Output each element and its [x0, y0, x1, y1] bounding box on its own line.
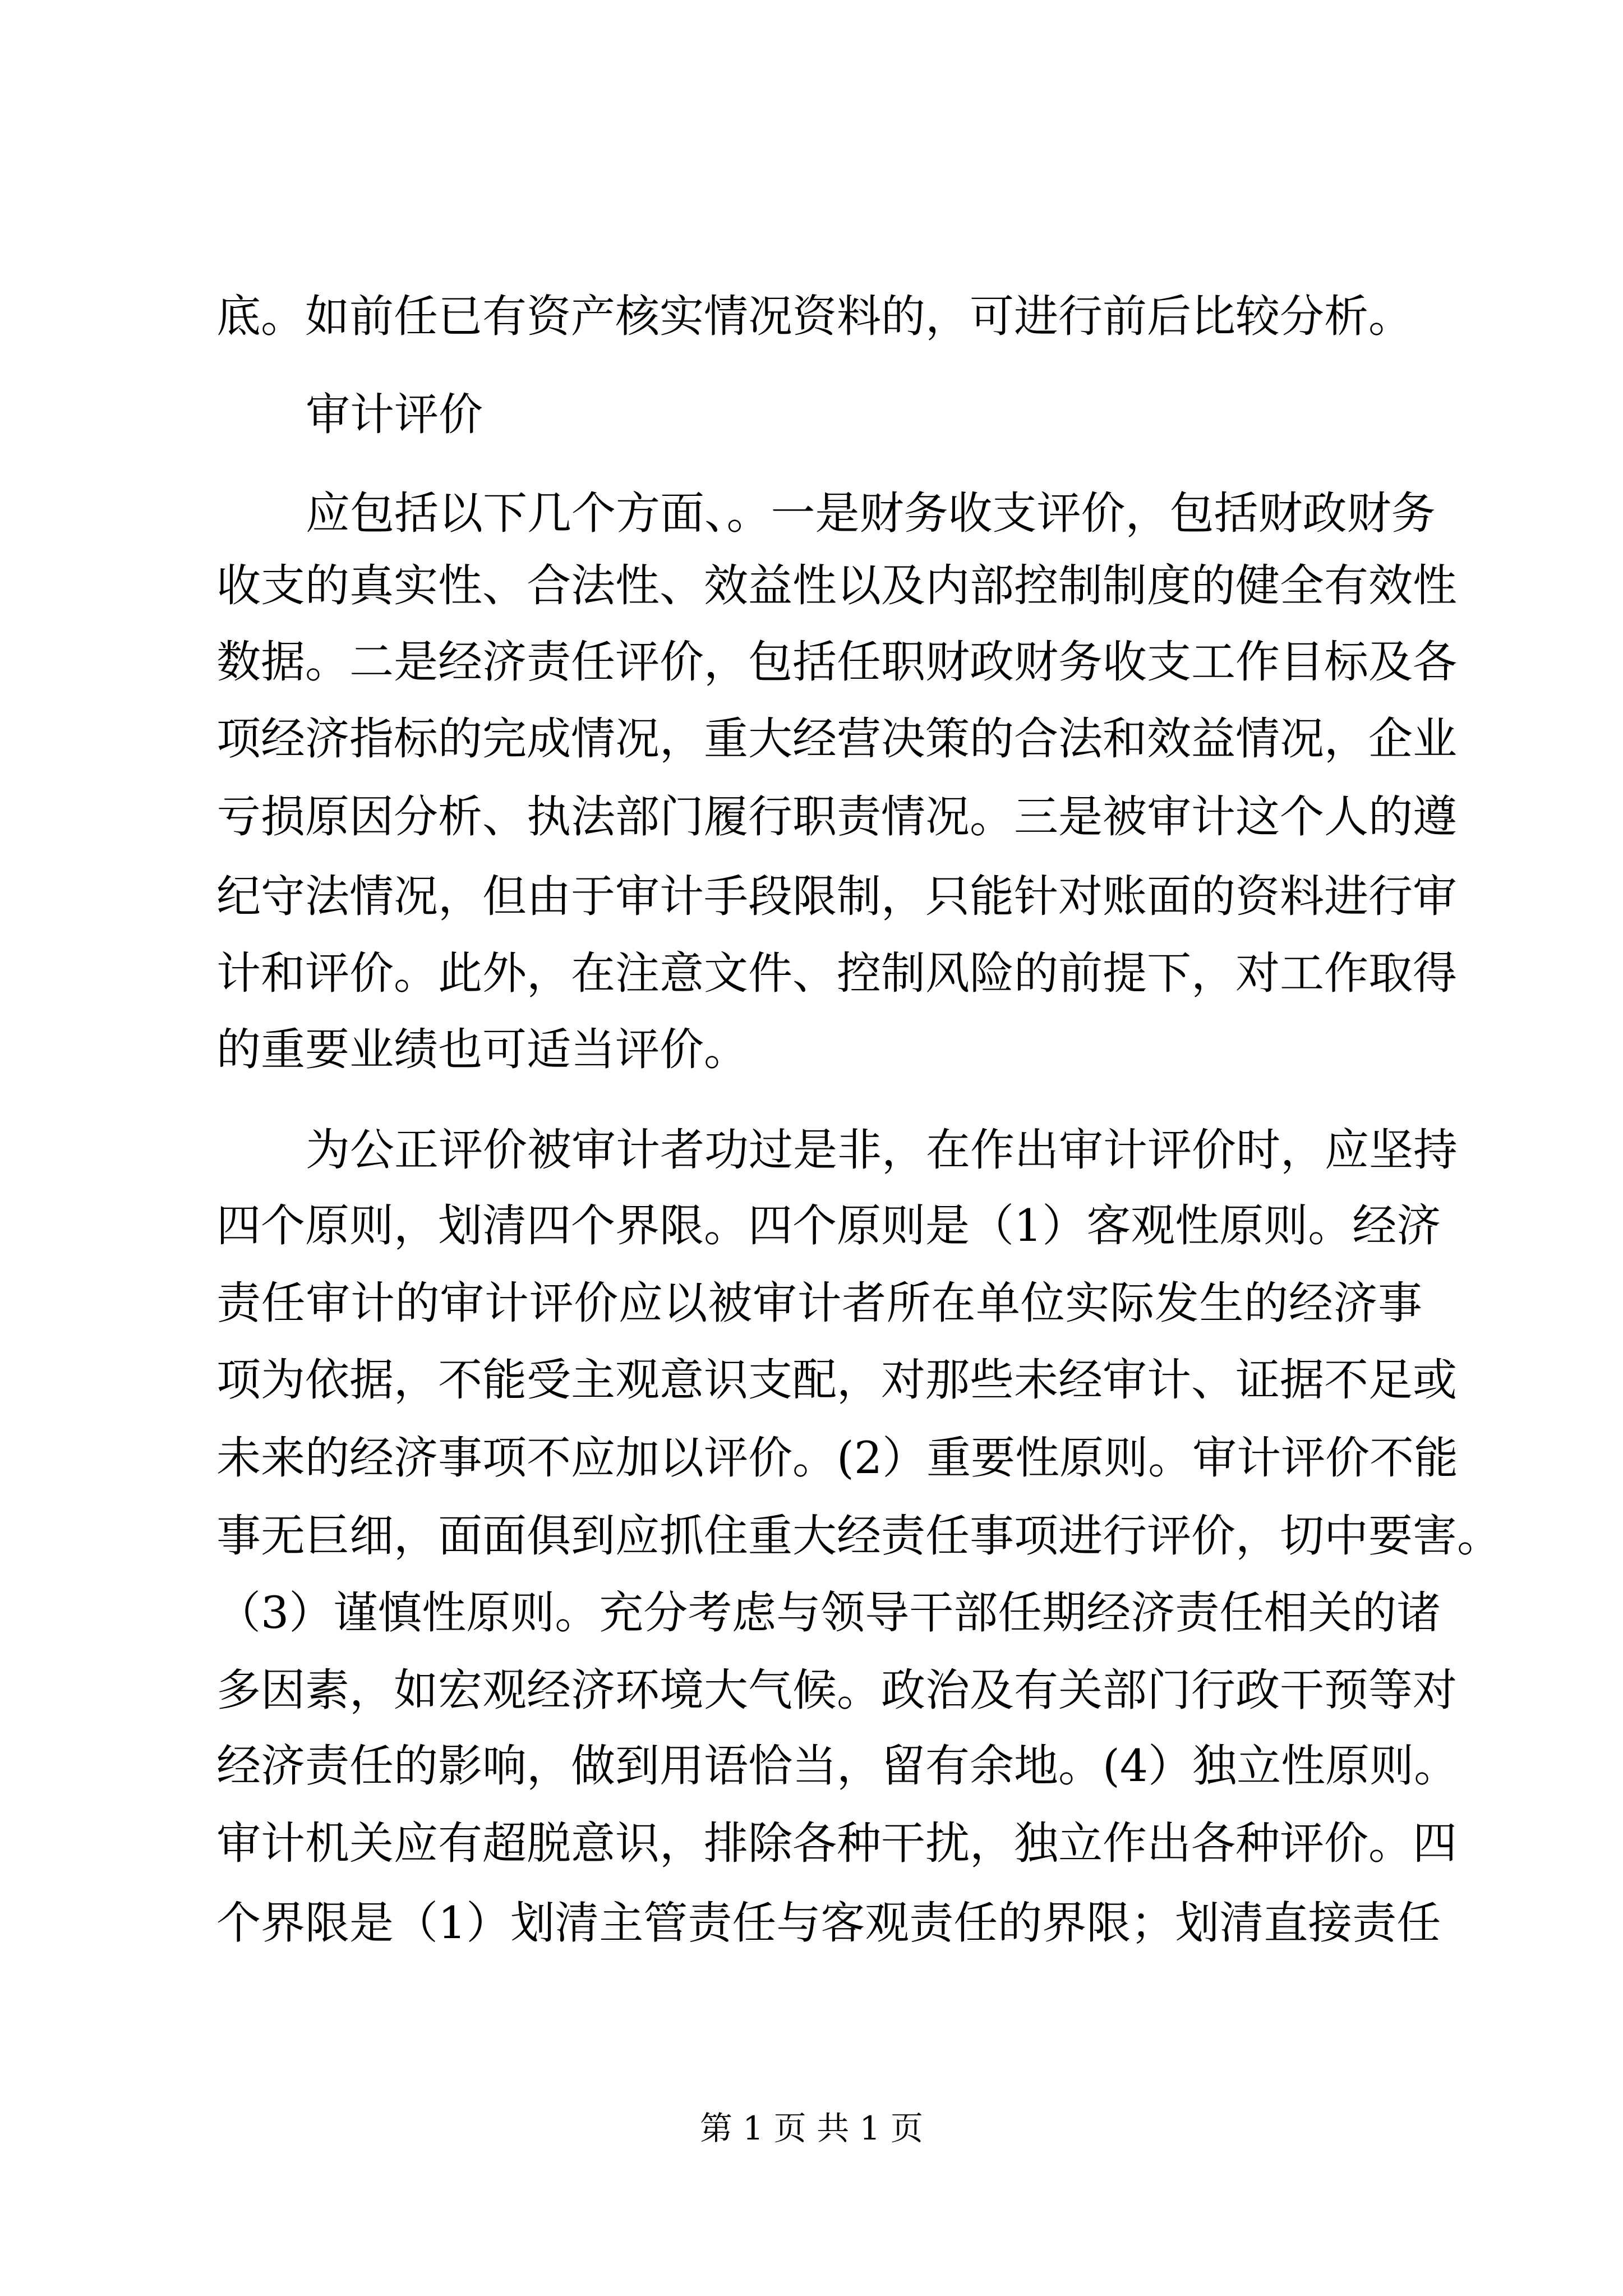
page-footer: 第 1 页 共 1 页: [700, 2109, 923, 2147]
text-line-12: 四个原则，划清四个界限。四个原则是（1）客观性原则。经济: [216, 1200, 1441, 1251]
text-line-4: 收支的真实性、合法性、效益性以及内部控制制度的健全有效性: [216, 560, 1457, 611]
text-line-17: （3）谨慎性原则。充分考虑与领导干部任期经济责任相关的诸: [216, 1587, 1441, 1639]
text-line-21: 个界限是（1）划清主管责任与客观责任的界限；划清直接责任: [216, 1897, 1441, 1949]
text-line-18: 多因素，如宏观经济环境大气候。政治及有关部门行政干预等对: [216, 1664, 1457, 1716]
text-line-13: 责任审计的审计评价应以被审计者所在单位实际发生的经济事: [216, 1277, 1422, 1329]
text-line-20: 审计机关应有超脱意识，排除各种干扰，独立作出各种评价。四: [216, 1818, 1457, 1869]
text-line-11: 为公正评价被审计者功过是非，在作出审计评价时，应坚持: [306, 1124, 1458, 1176]
text-line-16: 事无巨细，面面俱到应抓住重大经责任事项进行评价，切中要害。: [216, 1510, 1501, 1562]
text-line-3: 应包括以下几个方面、。一是财务收支评价，包括财政财务: [306, 487, 1436, 539]
text-line-8: 纪守法情况，但由于审计手段限制，只能针对账面的资料进行审: [216, 871, 1457, 922]
section-heading: 审计评价: [306, 389, 483, 440]
text-line-14: 项为依据，不能受主观意识支配，对那些未经审计、证据不足或: [216, 1354, 1457, 1406]
text-line-19: 经济责任的影响，做到用语恰当，留有余地。(4）独立性原则。: [216, 1740, 1459, 1792]
text-line-9: 计和评价。此外，在注意文件、控制风险的前提下，对工作取得: [216, 947, 1457, 999]
text-line-7: 亏损原因分析、执法部门履行职责情况。三是被审计这个人的遵: [216, 791, 1457, 843]
text-line-15: 未来的经济事项不应加以评价。(2）重要性原则。审计评价不能: [216, 1432, 1459, 1484]
text-line-10: 的重要业绩也可适当评价。: [216, 1024, 748, 1075]
text-line-6: 项经济指标的完成情况，重大经营决策的合法和效益情况，企业: [216, 713, 1457, 765]
text-line-1: 底。如前任已有资产核实情况资料的，可进行前后比较分析。: [216, 291, 1413, 342]
text-line-5: 数据。二是经济责任评价，包括任职财政财务收支工作目标及各: [216, 636, 1457, 688]
